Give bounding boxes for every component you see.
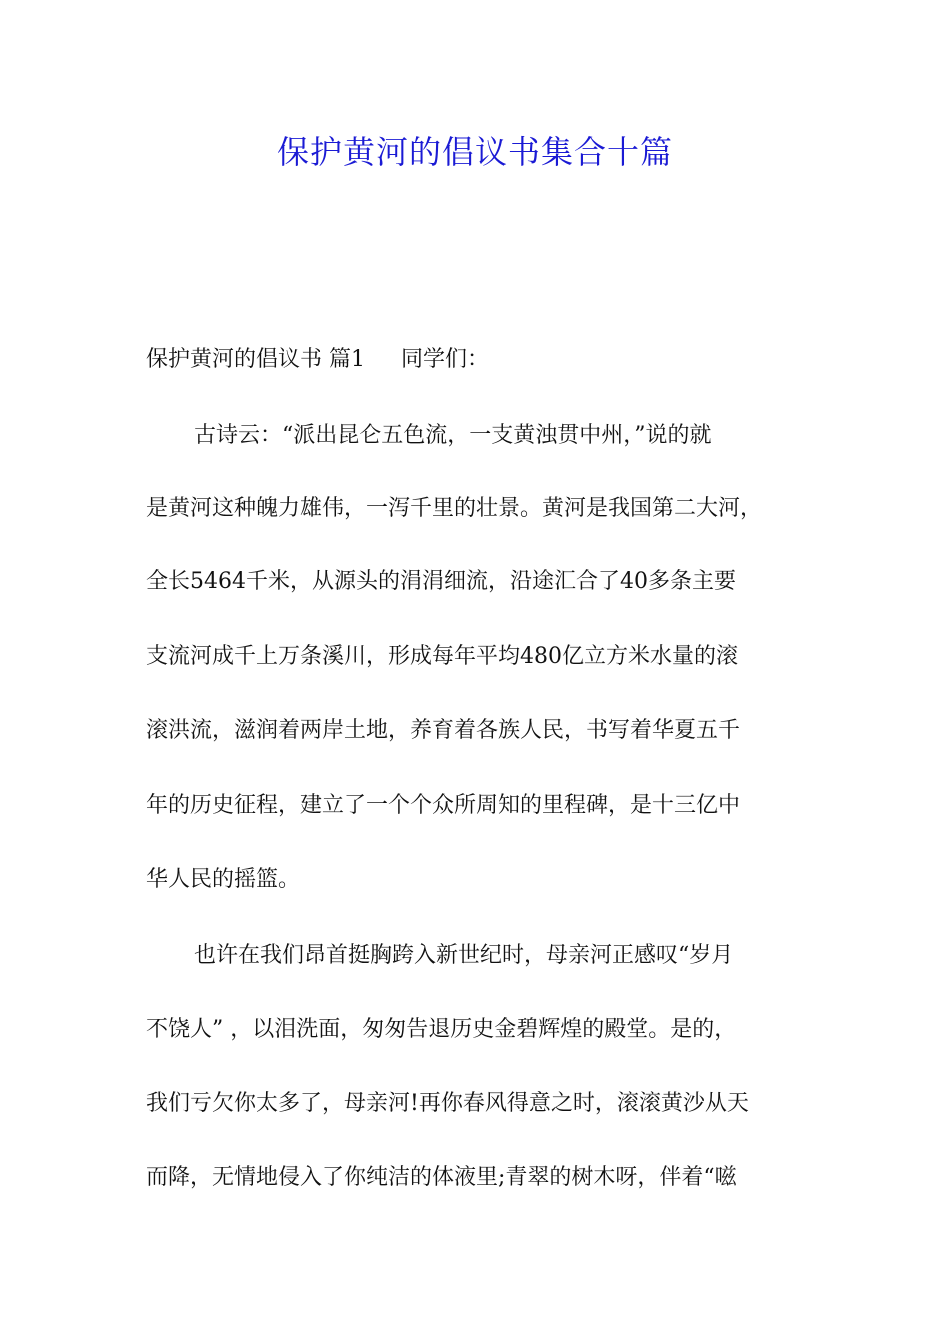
document-title: 保护黄河的倡议书集合十篇 [276, 133, 673, 171]
paragraph-line: 华人民的摇篮。 [146, 867, 301, 892]
paragraph-line: 滚洪流，滋润着两岸土地，养育着各族人民，书写着华夏五千 [146, 718, 741, 743]
paragraph-line: 而降，无情地侵入了你纯洁的体液里;青翠的树木呀，伴着“嗞 [146, 1165, 737, 1190]
section-heading-text: 保护黄河的倡议书 篇1 [146, 347, 365, 372]
paragraph-line: 古诗云：“派出昆仑五色流，一支黄浊贯中州，”说的就 [194, 423, 712, 448]
paragraph-line: 也许在我们昂首挺胸跨入新世纪时，母亲河正感叹“岁月 [194, 943, 734, 968]
paragraph-line: 支流河成千上万条溪川，形成每年平均480亿立方米水量的滚 [146, 644, 738, 669]
paragraph-line: 不饶人” ，以泪洗面，匆匆告退历史金碧辉煌的殿堂。是的， [146, 1017, 737, 1042]
section-heading [146, 344, 489, 376]
paragraph-line: 是黄河这种魄力雄伟，一泻千里的壮景。黄河是我国第二大河， [146, 496, 763, 521]
paragraph-line: 全长5464千米，从源头的涓涓细流，沿途汇合了40多条主要 [146, 569, 736, 594]
paragraph-line: 我们亏欠你太多了，母亲河!再你春风得意之时，滚滚黄沙从天 [146, 1091, 749, 1116]
greeting-text: 同学们： [401, 347, 490, 372]
paragraph-line: 年的历史征程，建立了一个个众所周知的里程碑，是十三亿中 [146, 793, 741, 818]
